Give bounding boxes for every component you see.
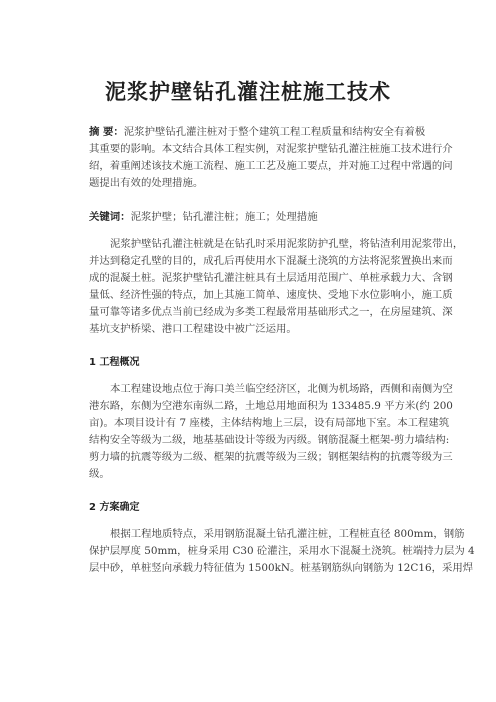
section-1-line-4: 结构安全等级为二级，地基基础设计等级为丙级。钢筋混凝土框架-剪力墙结构: — [89, 434, 450, 446]
keywords-line — [89, 211, 318, 224]
section-1-heading: 1 工程概况 — [89, 357, 140, 368]
section-2-heading: 2 方案确定 — [89, 502, 140, 513]
abstract-label: 摘 要： — [89, 126, 124, 138]
intro-line-1: 泥浆护壁钻孔灌注桩就是在钻孔时采用泥浆防护孔壁，将钻渣利用泥浆带出， — [110, 238, 464, 250]
abstract-line-1 — [89, 126, 425, 139]
abstract-line-2: 其重要的影响。本文结合具体工程实例，对泥浆护壁钻孔灌注桩施工技术进行介 — [89, 143, 453, 155]
section-1-line-5: 剪力墙的抗震等级为二级、框架的抗震等级为三级；钢框架结构的抗震等级为三 — [89, 451, 453, 463]
intro-line-6: 基坑支护桥梁、港口工程建设中被广泛运用。 — [89, 323, 297, 335]
section-1-line-3: 亩)。本项目设计有 7 座楼，主体结构地上三层，设有局部地下室。本工程建筑 — [89, 417, 450, 429]
section-2-line-2: 保护层厚度 50mm，桩身采用 C30 砼灌注，采用水下混凝土浇筑。桩端持力层为 4 — [89, 545, 475, 557]
abstract-line-4: 题提出有效的处理措施。 — [89, 177, 204, 189]
intro-line-2: 并达到稳定孔壁的目的，成孔后再使用水下混凝土浇筑的方法将泥浆置换出来而 — [89, 255, 453, 267]
abstract-line-3: 绍，着重阐述该技术施工流程、施工工艺及施工要点，并对施工过程中常遇的问 — [89, 160, 453, 172]
intro-line-3: 成的混凝土桩。泥浆护壁钻孔灌注桩具有土层适用范围广、单桩承载力大、含钢 — [89, 272, 453, 284]
section-2-line-1: 根据工程地质特点，采用钢筋混凝土钻孔灌注桩，工程桩直径 800mm，钢筋 — [110, 528, 465, 540]
section-1-line-6: 级。 — [89, 468, 110, 480]
section-1-line-2: 港东路，东侧为空港东南纵二路，土地总用地面积为 133485.9 平方米(约 200 — [89, 400, 453, 412]
keywords-label: 关键词： — [89, 211, 131, 223]
section-1-line-1: 本工程建设地点位于海口美兰临空经济区，北侧为机场路，西侧和南侧为空 — [110, 383, 453, 395]
document-title: 泥浆护壁钻孔灌注桩施工技术 — [105, 80, 391, 104]
intro-line-5: 量可靠等诸多优点当前已经成为多类工程最常用基础形式之一，在房屋建筑、深 — [89, 306, 453, 318]
abstract-text-1: 泥浆护壁钻孔灌注桩对于整个建筑工程工程质量和结构安全有着极 — [123, 126, 426, 138]
intro-line-4: 量低、经济性强的特点，加上其施工简单、速度快、受地下水位影响小，施工质 — [89, 289, 453, 301]
keywords-text: 泥浆护壁；钻孔灌注桩；施工；处理措施 — [130, 211, 318, 223]
section-2-line-3: 层中砂，单桩竖向承载力特征值为 1500kN。桩基钢筋纵向钢筋为 12C16，采用焊 — [89, 562, 474, 574]
